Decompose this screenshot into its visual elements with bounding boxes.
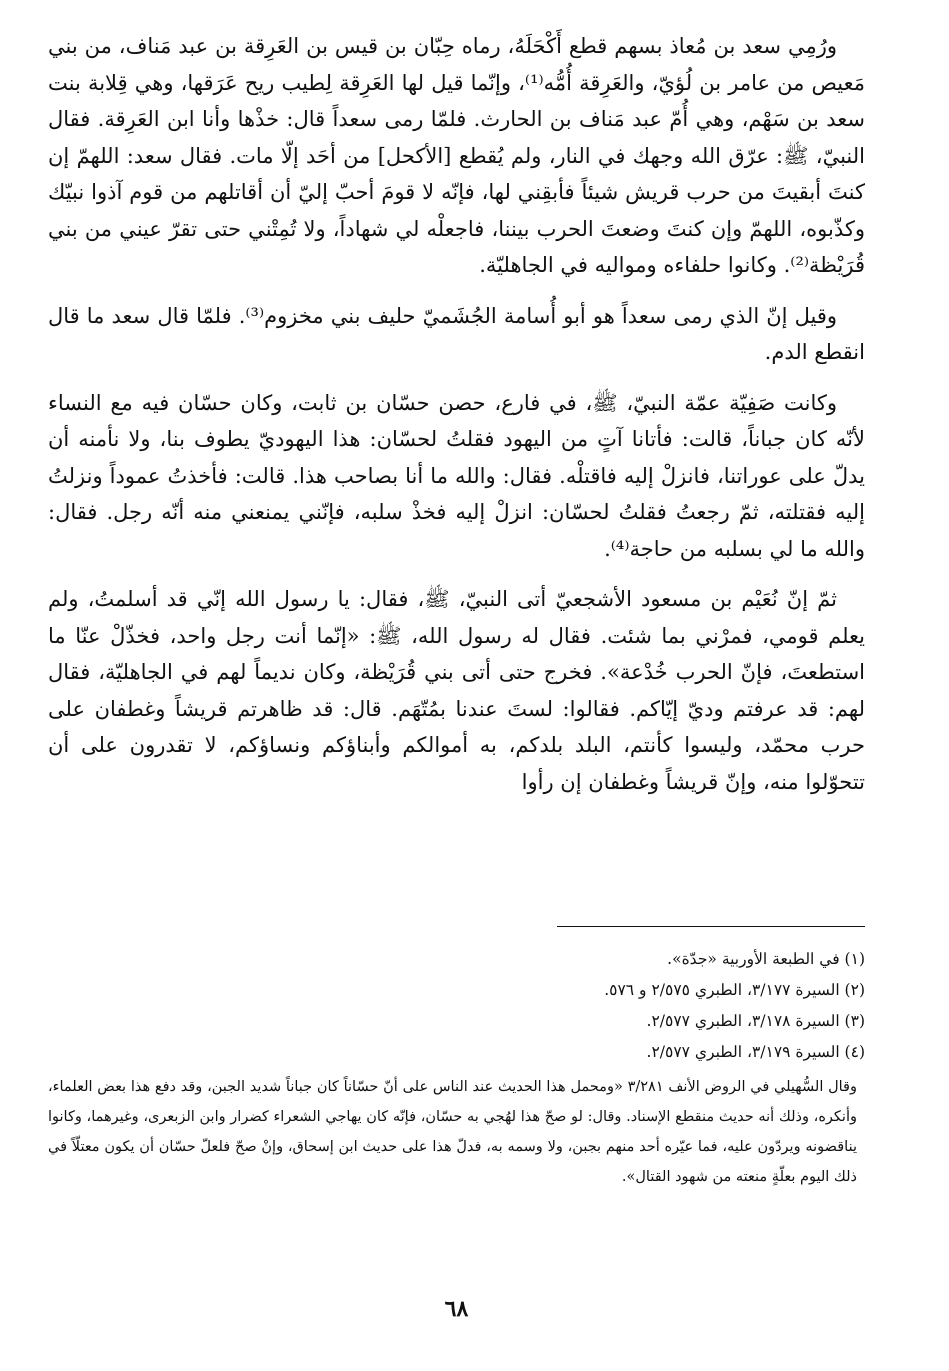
- paragraph-abu-usama: وقيل إنّ الذي رمى سعداً هو أبو أُسامة الجُشَميّ حليف بني مخزوم⁽³⁾. فلمّا قال سعد ما قال انقطع الدم.: [48, 303, 865, 364]
- book-page: [48, 28, 865, 1371]
- page-number: ٦٨: [444, 1296, 469, 1322]
- main-text: [48, 28, 865, 800]
- footnote-1: (١) في الطبعة الأوربية «جدّة».: [667, 950, 865, 968]
- footnote-4-note: وقال السُّهيلي في الروض الأنف ٣/٢٨١ «ومحمل هذا الحديث عند الناس على أنّ حسّاناً كان جباناً شديد الجبن، وقد دفع هذا بعض العلماء، وأنكره، وذلك أنه حديث منقطع الإسناد. وقال: لو صحّ هذا لهُجي به حسّان، فإنّه كان يهاجي الشعراء كضرار وابن الزبعرى، وغيرهما، وكانوا يناقضونه ويردّون عليه، فما عيّره أحد منهم بجبن، ولا وسمه به، فدلّ هذا على حديث ابن إسحاق، وإنْ صحّ فلعلّ حسّان أن يكون معتلّاً في ذلك اليوم بعلّةٍ منعته من شهود القتال».: [48, 1079, 857, 1185]
- paragraph-safiyya: وكانت صَفِيّة عمّة النبيّ، ﷺ، في فارع، حصن حسّان بن ثابت، وكان حسّان فيه مع النساء لأنّه كان جباناً، قالت: فأتانا آتٍ من اليهود فقلتُ لحسّان: هذا اليهوديّ يطوف بنا، ولا نأمنه أن يدلّ على عوراتنا، فانزلْ إليه فاقتلْه. فقال: والله ما أنا بصاحب هذا. قالت: فأخذتُ عموداً ونزلتُ إليه فقتلته، ثمّ رجعتُ فقلتُ لحسّان: انزلْ إليه فخذْ سلبه، فإنّني يمنعني منه أنّه رجل. فقال: والله ما لي بسلبه من حاجة⁽⁴⁾.: [48, 390, 865, 561]
- footnote-4: (٤) السيرة ٣/١٧٩، الطبري ٢/٥٧٧.: [646, 1043, 865, 1061]
- footnote-2: (٢) السيرة ٣/١٧٧، الطبري ٢/٥٧٥ و ٥٧٦.: [604, 981, 865, 999]
- paragraph-saad-arrow: ورُمِي سعد بن مُعاذ بسهم قطع أَكْحَلَهُ، رماه حِبّان بن قيس بن العَرِقة بن عبد مَناف، من بني مَعيص من عامر بن لُؤيّ، والعَرِقة أُمُّه⁽¹⁾، وإنّما قيل لها العَرِقة لِطيب ريح عَرَقها، وهي قِلابة بنت سعد بن سَهْم، وهي أُمّ عبد مَناف بن الحارث. فلمّا رمى سعداً قال: خذْها وأنا ابن العَرِقة. فقال النبيّ، ﷺ: عرّق الله وجهك في النار، ولم يُقطع [الأكحل] من أحَد إلّا مات. فقال سعد: اللهمّ إن كنتَ أبقيتَ من حرب قريش شيئاً فأبقِني لها، فإنّه لا قومَ أحبّ إليّ أن أقاتلهم من قوم آذوا نبيّك وكذّبوه، اللهمّ وإن كنتَ وضعتَ الحرب بيننا، فاجعلْه لي شهاداً، ولا تُمِتْني حتى تقرّ عيني من بني قُرَيْظة⁽²⁾. وكانوا حلفاءه ومواليه في الجاهليّة.: [48, 34, 865, 277]
- paragraph-nuaym: ثمّ إنّ نُعَيْم بن مسعود الأشجعيّ أتى النبيّ، ﷺ، فقال: يا رسول الله إنّي قد أسلمتُ، ولم يعلم قومي، فمرْني بما شئت. فقال له رسول الله، ﷺ: «إنّما أنت رجل واحد، فخذّلْ عنّا ما استطعتَ، فإنّ الحرب خُدْعة». فخرج حتى أتى بني قُرَيْظة، وكان نديماً لهم في الجاهليّة، فقال لهم: قد عرفتم وديّ إيّاكم. فقالوا: لستَ عندنا بمُتّهَم. قال: قد ظاهرتم قريشاً وغطفان على حرب محمّد، وليسوا كأنتم، البلد بلدكم، به أموالكم وأبناؤكم ونساؤكم، لا تقدرون على أن تتحوّلوا منه، وإنّ قريشاً وغطفان إن رأوا: [48, 587, 865, 794]
- footnote-divider: [557, 926, 865, 927]
- footnotes: [48, 944, 865, 1192]
- footnote-3: (٣) السيرة ٣/١٧٨، الطبري ٢/٥٧٧.: [646, 1012, 865, 1030]
